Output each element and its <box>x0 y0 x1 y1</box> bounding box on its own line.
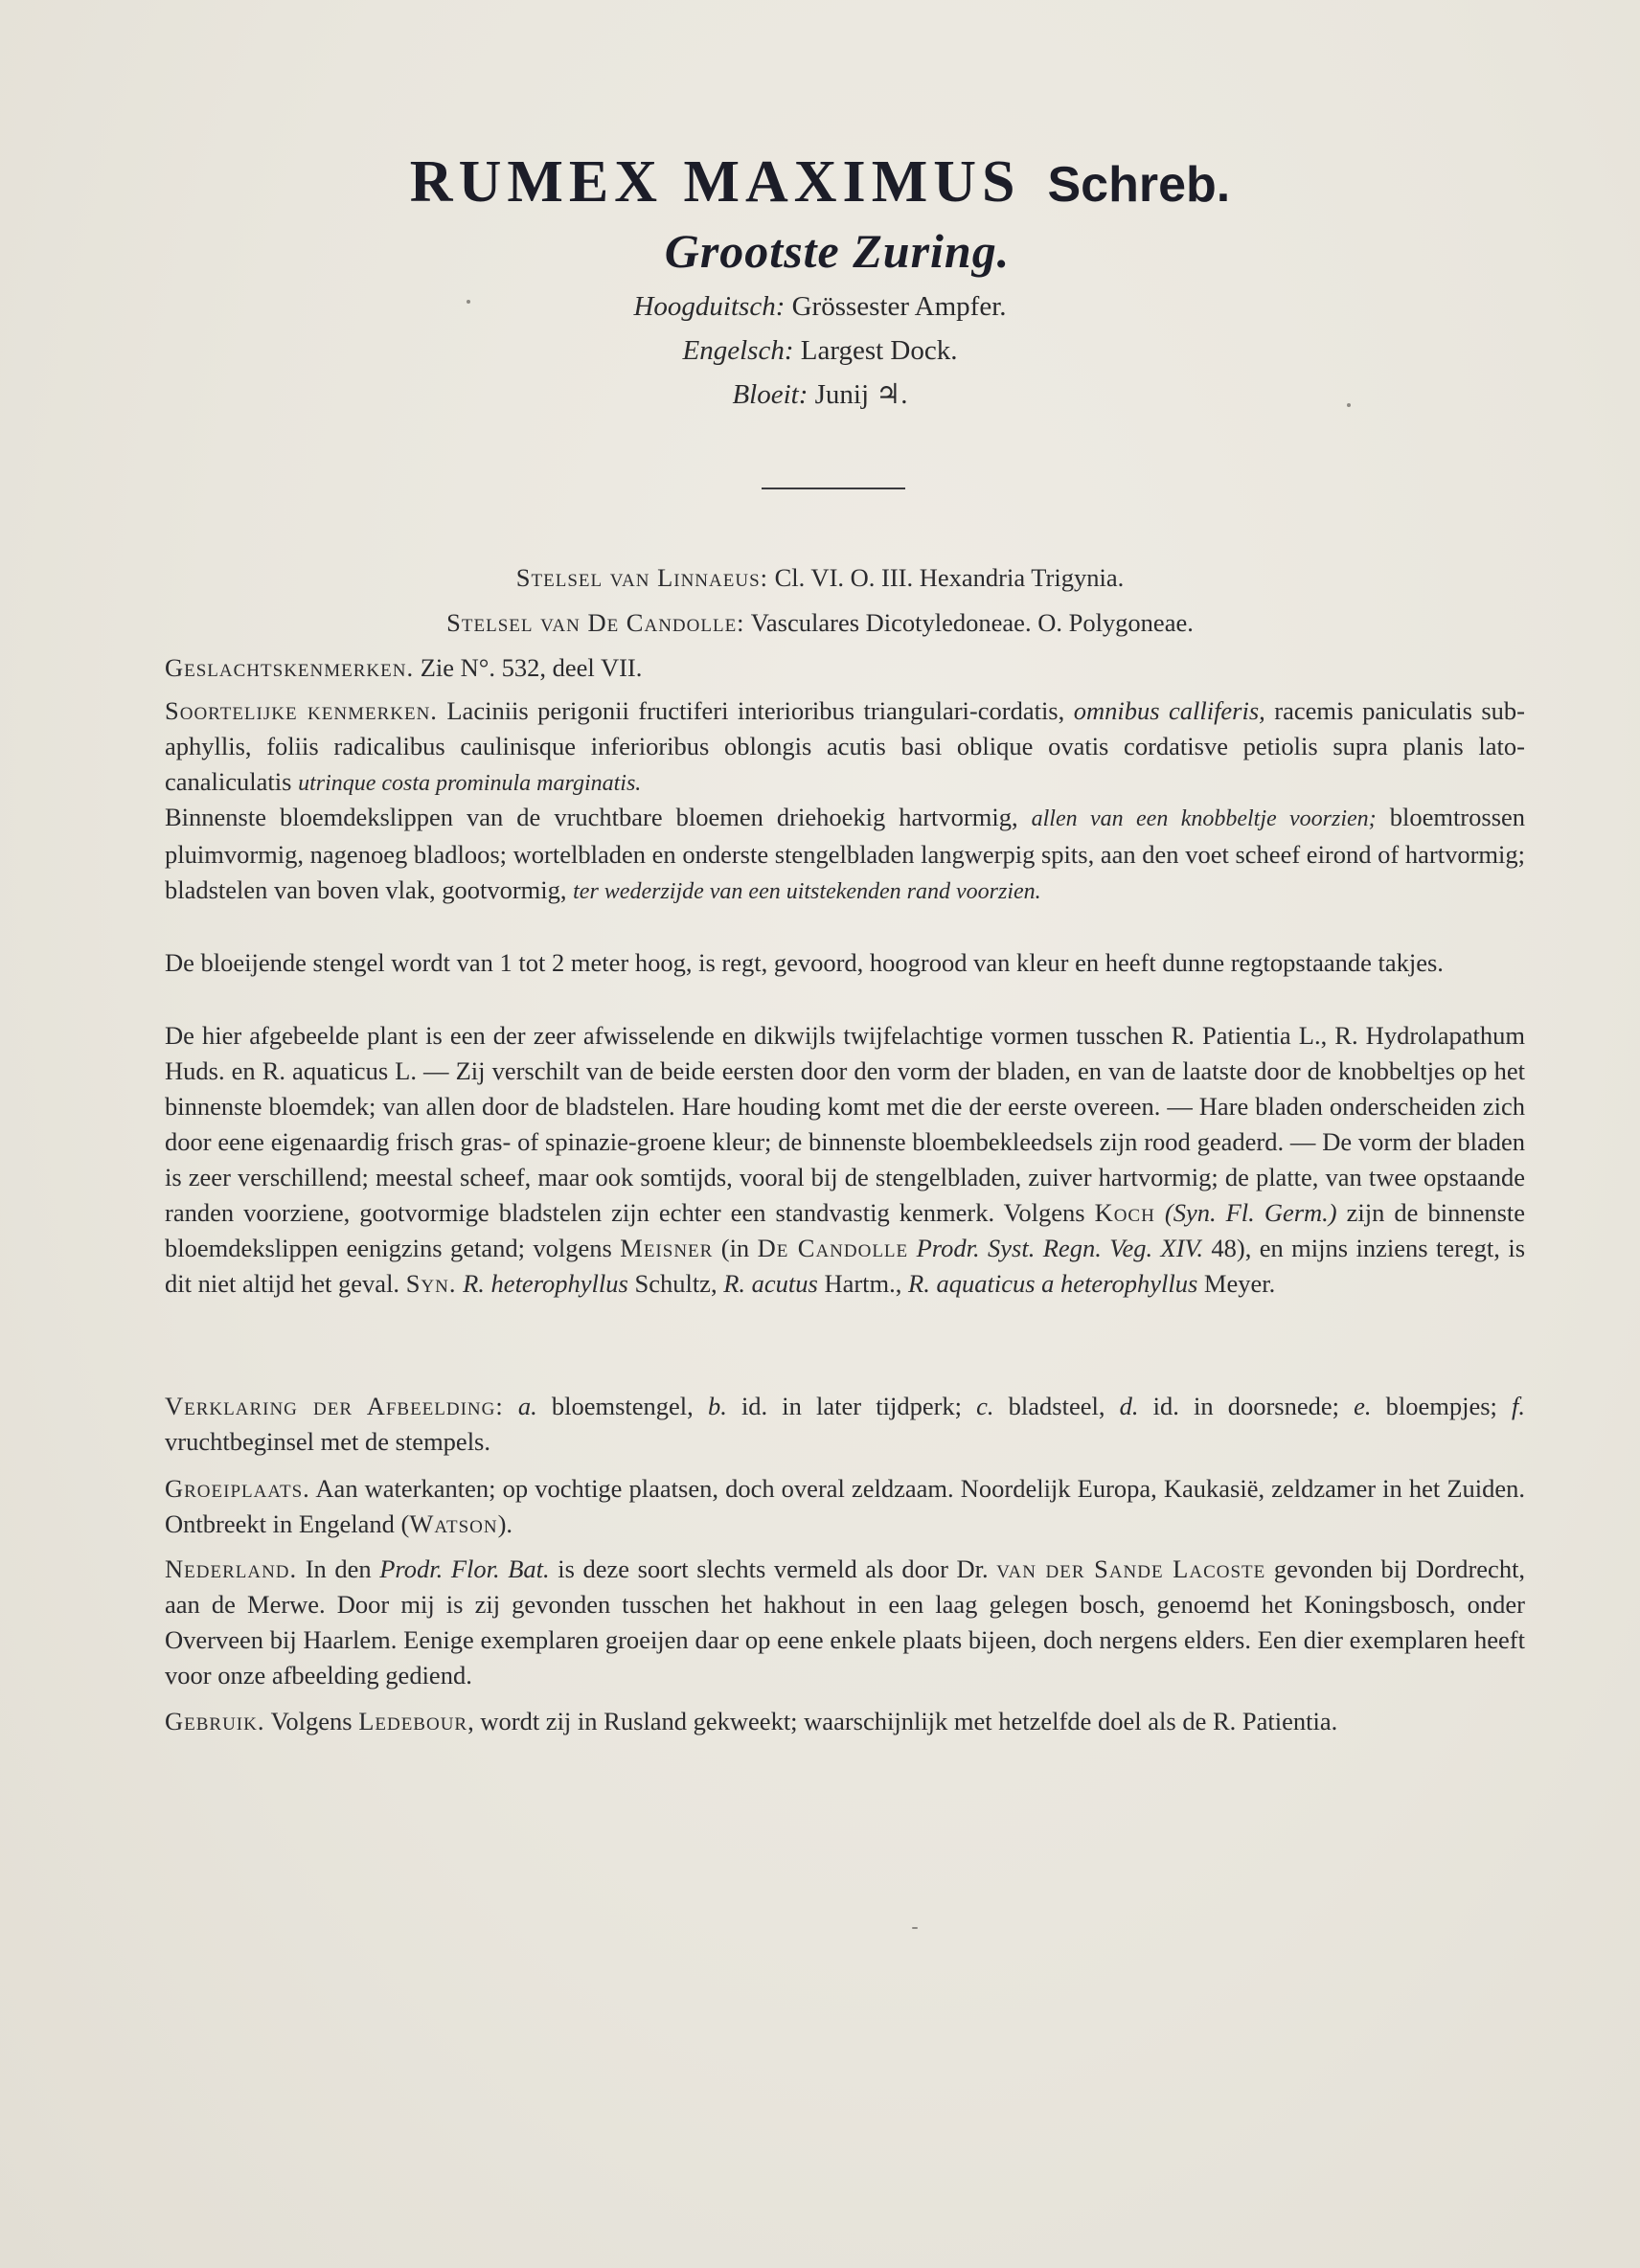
synonym-2: R. acutus <box>723 1269 818 1298</box>
koch-reference: (Syn. Fl. Germ.) <box>1164 1198 1337 1227</box>
latin-name: RUMEX MAXIMUS <box>409 149 1021 215</box>
species-latin-text-2: racemis paniculatis sub-aphyllis, foliis radicalibus caulinisque inferioribus oblongis acutis basi oblique ovatis cordatisve petiolis supra planis lato-canaliculatis <box>165 696 1525 796</box>
species-dutch-text-1: Binnenste bloemdekslippen van de vruchtbare bloemen driehoekig hartvormig, <box>165 803 1018 831</box>
species-latin-text-1: Laciniis perigonii fructiferi interioribus triangulari-cordatis, <box>446 696 1065 725</box>
english-name: Largest Dock. <box>800 335 958 366</box>
figure-explanation-paragraph <box>165 1389 1525 1460</box>
habitat-paragraph <box>165 1471 1525 1542</box>
species-latin-italic-2: utrinque costa prominula marginatis. <box>298 771 642 796</box>
author-ledebour: Ledebour <box>358 1707 468 1735</box>
english-label: Engelsch: <box>682 335 794 366</box>
paper-speck <box>467 300 470 304</box>
figure-key-e-text: bloempjes; <box>1385 1392 1497 1420</box>
plant-description-text-2: zijn de binnenste bloemdekslippen eenigzins getand; volgens <box>165 1198 1526 1262</box>
habitat-text: Aan waterkanten; op vochtige plaatsen, doch overal zeldzaam. Noordelijk Europa, Kaukasië, zeldzamer in het Zuiden. Ontbreekt in Engeland ( <box>165 1474 1526 1538</box>
linnaeus-label: Stelsel van Linnaeus: <box>515 563 768 592</box>
bloom-line <box>0 375 1640 414</box>
species-label: Soortelijke kenmerken. <box>165 696 438 725</box>
author-lacoste: van der Sande Lacoste <box>996 1554 1266 1583</box>
linnaeus-value: Cl. VI. O. III. Hexandria Trigynia. <box>774 563 1125 592</box>
species-latin-italic-1: omnibus calliferis, <box>1073 696 1265 725</box>
netherlands-text-2: is deze soort slechts vermeld als door Dr. <box>558 1554 989 1583</box>
paper-speck <box>912 1927 918 1929</box>
prodromus-reference: Prodr. Flor. Bat. <box>379 1554 550 1583</box>
paper-speck <box>1347 403 1351 407</box>
use-text-1: Volgens <box>270 1707 353 1735</box>
figure-key-f-text: vruchtbeginsel met de stempels. <box>165 1427 490 1456</box>
dutch-name: Grootste Zuring. <box>664 224 1011 278</box>
species-dutch-italic-1: allen van een knobbeltje voorzien; <box>1031 806 1377 831</box>
bloom-value: Junij ♃. <box>814 379 908 410</box>
species-latin-paragraph <box>165 693 1525 802</box>
netherlands-text-3: gevonden bij Dordrecht, aan de Merwe. Door mij is zij gevonden tusschen het hakhout in een laag gelegen bosch, genoemd het Koningsbosch, onder Overveen bij Haarlem. Eenige exemplaren groeijen daar op eene enkele plaats bijeen, doch nergens elders. Een dier exemplaren heeft voor onze afbeelding gediend. <box>165 1554 1526 1690</box>
synonyms-label: Syn. <box>405 1269 457 1298</box>
habitat-label: Groeiplaats. <box>165 1474 310 1503</box>
plant-description-paragraph <box>165 1018 1525 1302</box>
figure-explanation-label: Verklaring der Afbeelding: <box>165 1392 504 1420</box>
figure-key-a: a. <box>517 1392 537 1420</box>
linnaeus-system-line <box>0 560 1640 596</box>
synonym-1-author: Schultz, <box>634 1269 718 1298</box>
german-label: Hoogduitsch: <box>633 291 786 322</box>
figure-key-c-text: bladsteel, <box>1008 1392 1105 1420</box>
synonym-1: R. heterophyllus <box>463 1269 628 1298</box>
candolle-reference: Prodr. Syst. Regn. Veg. XIV. <box>916 1234 1203 1262</box>
figure-key-c: c. <box>976 1392 994 1420</box>
use-label: Gebruik. <box>165 1707 265 1735</box>
figure-key-b-text: id. in later tijdperk; <box>740 1392 963 1420</box>
figure-key-b: b. <box>707 1392 727 1420</box>
bloom-label: Bloeit: <box>732 379 809 410</box>
plant-description-text-3: (in <box>720 1234 750 1262</box>
figure-key-d: d. <box>1119 1392 1139 1420</box>
author-abbrev: Schreb. <box>1047 157 1231 213</box>
genus-paragraph <box>165 650 1525 686</box>
english-name-line <box>0 331 1640 370</box>
header-divider <box>762 488 905 489</box>
plant-description-text-4: 48), en mijns inziens teregt, is dit niet altijd het geval. <box>165 1234 1526 1298</box>
use-text-2: , wordt zij in Rusland gekweekt; waarschijnlijk met hetzelfde doel als de R. Patientia. <box>467 1707 1338 1735</box>
synonym-3: R. aquaticus a heterophyllus <box>908 1269 1198 1298</box>
plant-description-text-1: De hier afgebeelde plant is een der zeer afwisselende en dikwijls twijfelachtige vormen tusschen R. Patientia L., R. Hydrolapathum Huds. en R. aquaticus L. — Zij verschilt van de beide eersten door den vorm der bladen, en van de laatste door de knobbeltjes op het binnenste bloemdek; van allen door de bladstelen. Hare houding komt met die der eerste overeen. — Hare bladen onderscheiden zich door eene eigenaardig frisch gras- of spinazie-groene kleur; de binnenste bloembekleedsels zijn rood geaderd. — De vorm der bladen is zeer verschillend; meestal scheef, maar ook somtijds, vooral bij de stengelbladen, zuiver hartvormig; de platte, van twee opstaande randen voorziene, gootvormige bladstelen zijn echter een standvastig kenmerk. Volgens <box>165 1021 1525 1227</box>
german-name-line <box>0 287 1640 326</box>
candolle-label: Stelsel van De Candolle: <box>446 608 745 637</box>
genus-value: Zie N°. 532, deel VII. <box>420 653 643 682</box>
german-name: Grössester Ampfer. <box>791 291 1007 322</box>
species-dutch-italic-2: ter wederzijde van een uitstekenden rand voorzien. <box>573 879 1041 904</box>
habitat-text-end: ). <box>497 1509 513 1538</box>
author-candolle: De Candolle <box>757 1234 909 1262</box>
author-watson: Watson <box>409 1509 498 1538</box>
figure-key-d-text: id. in doorsnede; <box>1152 1392 1339 1420</box>
netherlands-label: Nederland. <box>165 1554 298 1583</box>
stem-description-text: De bloeijende stengel wordt van 1 tot 2 meter hoog, is regt, gevoord, hoogrood van kleur en heeft dunne regtopstaande takjes. <box>165 948 1444 977</box>
species-title <box>0 144 1640 223</box>
figure-key-e: e. <box>1354 1392 1372 1420</box>
author-koch: Koch <box>1094 1198 1155 1227</box>
species-dutch-text-2: bloemtrossen pluimvormig, nagenoeg bladloos; wortelbladen en onderste stengelbladen langwerpig spits, aan den voet scheef eirond of hartvormig; bladstelen van boven vlak, gootvormig, <box>165 803 1526 904</box>
figure-key-f: f. <box>1512 1392 1526 1420</box>
synonym-3-author: Meyer. <box>1203 1269 1276 1298</box>
stem-description-paragraph <box>165 945 1525 981</box>
netherlands-paragraph <box>165 1552 1525 1693</box>
netherlands-text-1: In den <box>305 1554 372 1583</box>
synonym-2-author: Hartm., <box>824 1269 902 1298</box>
candolle-value: Vasculares Dicotyledoneae. O. Polygoneae. <box>750 608 1194 637</box>
species-dutch-paragraph <box>165 800 1525 910</box>
genus-label: Geslachtskenmerken. <box>165 653 415 682</box>
figure-key-a-text: bloemstengel, <box>551 1392 694 1420</box>
use-paragraph <box>165 1704 1525 1739</box>
author-meisner: Meisner <box>620 1234 714 1262</box>
candolle-system-line <box>0 605 1640 641</box>
